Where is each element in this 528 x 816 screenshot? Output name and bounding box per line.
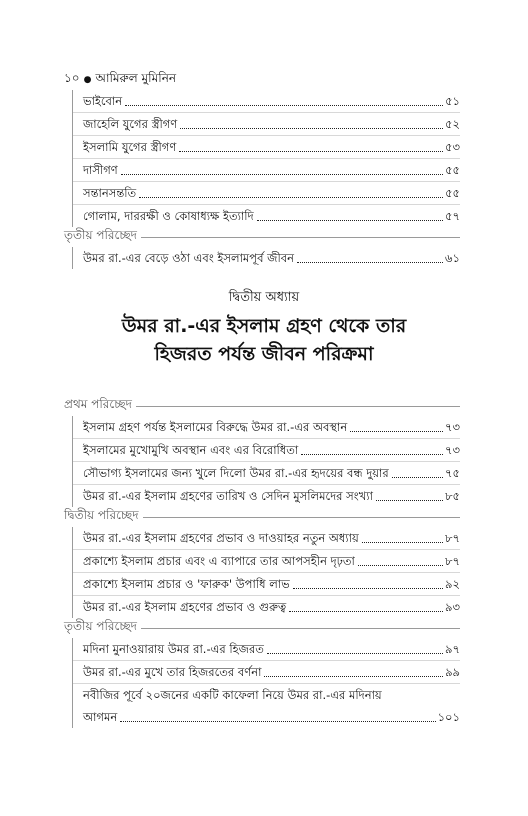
leader-dots [125, 105, 443, 106]
toc-entry[interactable]: ইসলামি যুগের স্ত্রীগণ ৫৩ [73, 136, 460, 159]
toc-items [72, 416, 460, 507]
leader-dots [392, 477, 443, 478]
leader-dots [293, 588, 443, 589]
leader-dots [179, 151, 443, 152]
chapter-title-line-1: উমর রা.-এর ইসলাম গ্রহণ থেকে তার [121, 315, 407, 337]
chapter-number: দ্বিতীয় অধ্যায় [228, 290, 300, 305]
leader-dots [267, 653, 443, 654]
leader-dots [289, 611, 443, 612]
section-heading-1: প্রথম পরিচ্ছেদ [64, 396, 460, 416]
leader-dots [257, 220, 443, 221]
toc-entry[interactable]: জাহেলি যুগের স্ত্রীগণ ৫২ [73, 113, 460, 136]
toc-entry[interactable]: ইসলামের মুখোমুখি অবস্থান এবং এর বিরোধিতা ৭৩ [73, 439, 460, 462]
leader-dots [376, 500, 443, 501]
bullet-icon: ● [83, 75, 92, 85]
leader-dots [350, 431, 443, 432]
rule-line [136, 406, 460, 407]
toc-entry[interactable]: ইসলাম গ্রহণ পর্যন্ত ইসলামের বিরুদ্ধে উমর রা.-এর অবস্থান ৭৩ [73, 416, 460, 439]
toc-entry[interactable]: দাসীগণ ৫৫ [73, 159, 460, 182]
section-heading: তৃতীয় পরিচ্ছেদ [64, 227, 460, 247]
leader-dots [180, 128, 443, 129]
running-header [64, 70, 176, 90]
toc-block-chapter-2 [64, 396, 460, 728]
toc-entry[interactable]: উমর রা.-এর বেড়ে ওঠা এবং ইসলামপূর্ব জীবন ৬১ [83, 251, 460, 265]
leader-dots [264, 676, 443, 677]
leader-dots [121, 174, 443, 175]
toc-items [72, 90, 460, 227]
toc-entry[interactable]: প্রকাশ্যে ইসলাম প্রচার ও 'ফারুক' উপাধি লাভ ৯২ [73, 573, 460, 596]
leader-dots [120, 721, 435, 722]
section-heading-2: দ্বিতীয় পরিচ্ছেদ [64, 507, 460, 527]
page-number: ১০ [64, 71, 80, 85]
leader-dots [297, 262, 443, 263]
toc-items [72, 638, 460, 728]
toc-entry[interactable]: উমর রা.-এর ইসলাম গ্রহণের প্রভাব ও গুরুত্ব ৯৩ [83, 600, 460, 614]
rule-line [141, 628, 460, 629]
toc-entry[interactable]: উমর রা.-এর ইসলাম গ্রহণের প্রভাব ও দাওয়াহর নতুন অধ্যায় ৮৭ [73, 527, 460, 550]
toc-items [72, 527, 460, 618]
toc-items [72, 247, 460, 269]
toc-entry[interactable]: সৌভাগ্য ইসলামের জন্য খুলে দিলো উমর রা.-এর হৃদয়ের বন্ধ দুয়ার ৭৫ [73, 462, 460, 485]
book-title: আমিরুল মুমিনিন [95, 71, 177, 85]
toc-entry[interactable]: উমর রা.-এর ইসলাম গ্রহণের তারিখ ও সেদিন মুসলিমদের সংখ্যা ৮৫ [83, 489, 460, 503]
leader-dots [362, 542, 443, 543]
toc-entry[interactable]: ভাইবোন ৫১ [73, 90, 460, 113]
leader-dots [301, 454, 443, 455]
toc-entry[interactable]: উমর রা.-এর মুখে তার হিজরতের বর্ণনা ৯৯ [73, 661, 460, 684]
toc-entry-multiline[interactable]: নবীজির পূর্বে ২০জনের একটি কাফেলা নিয়ে উমর রা.-এর মদিনায় আগমন ১০১ [83, 688, 460, 724]
rule-line [143, 517, 460, 518]
rule-line [141, 237, 460, 238]
toc-block-previous [64, 90, 460, 269]
toc-entry[interactable]: প্রকাশ্যে ইসলাম প্রচার এবং এ ব্যাপারে তার আপসহীন দৃঢ়তা ৮৭ [73, 550, 460, 573]
leader-dots [139, 197, 443, 198]
leader-dots [358, 565, 443, 566]
toc-entry[interactable]: মদিনা মুনাওয়ারায় উমর রা.-এর হিজরত ৯৭ [73, 638, 460, 661]
chapter-title-line-2: হিজরত পর্যন্ত জীবন পরিক্রমা [154, 343, 374, 365]
section-heading-3: তৃতীয় পরিচ্ছেদ [64, 618, 460, 638]
toc-entry[interactable]: গোলাম, দাররক্ষী ও কোষাধ্যক্ষ ইত্যাদি ৫৭ [83, 209, 460, 223]
toc-entry[interactable]: সন্তানসন্ততি ৫৫ [73, 182, 460, 205]
